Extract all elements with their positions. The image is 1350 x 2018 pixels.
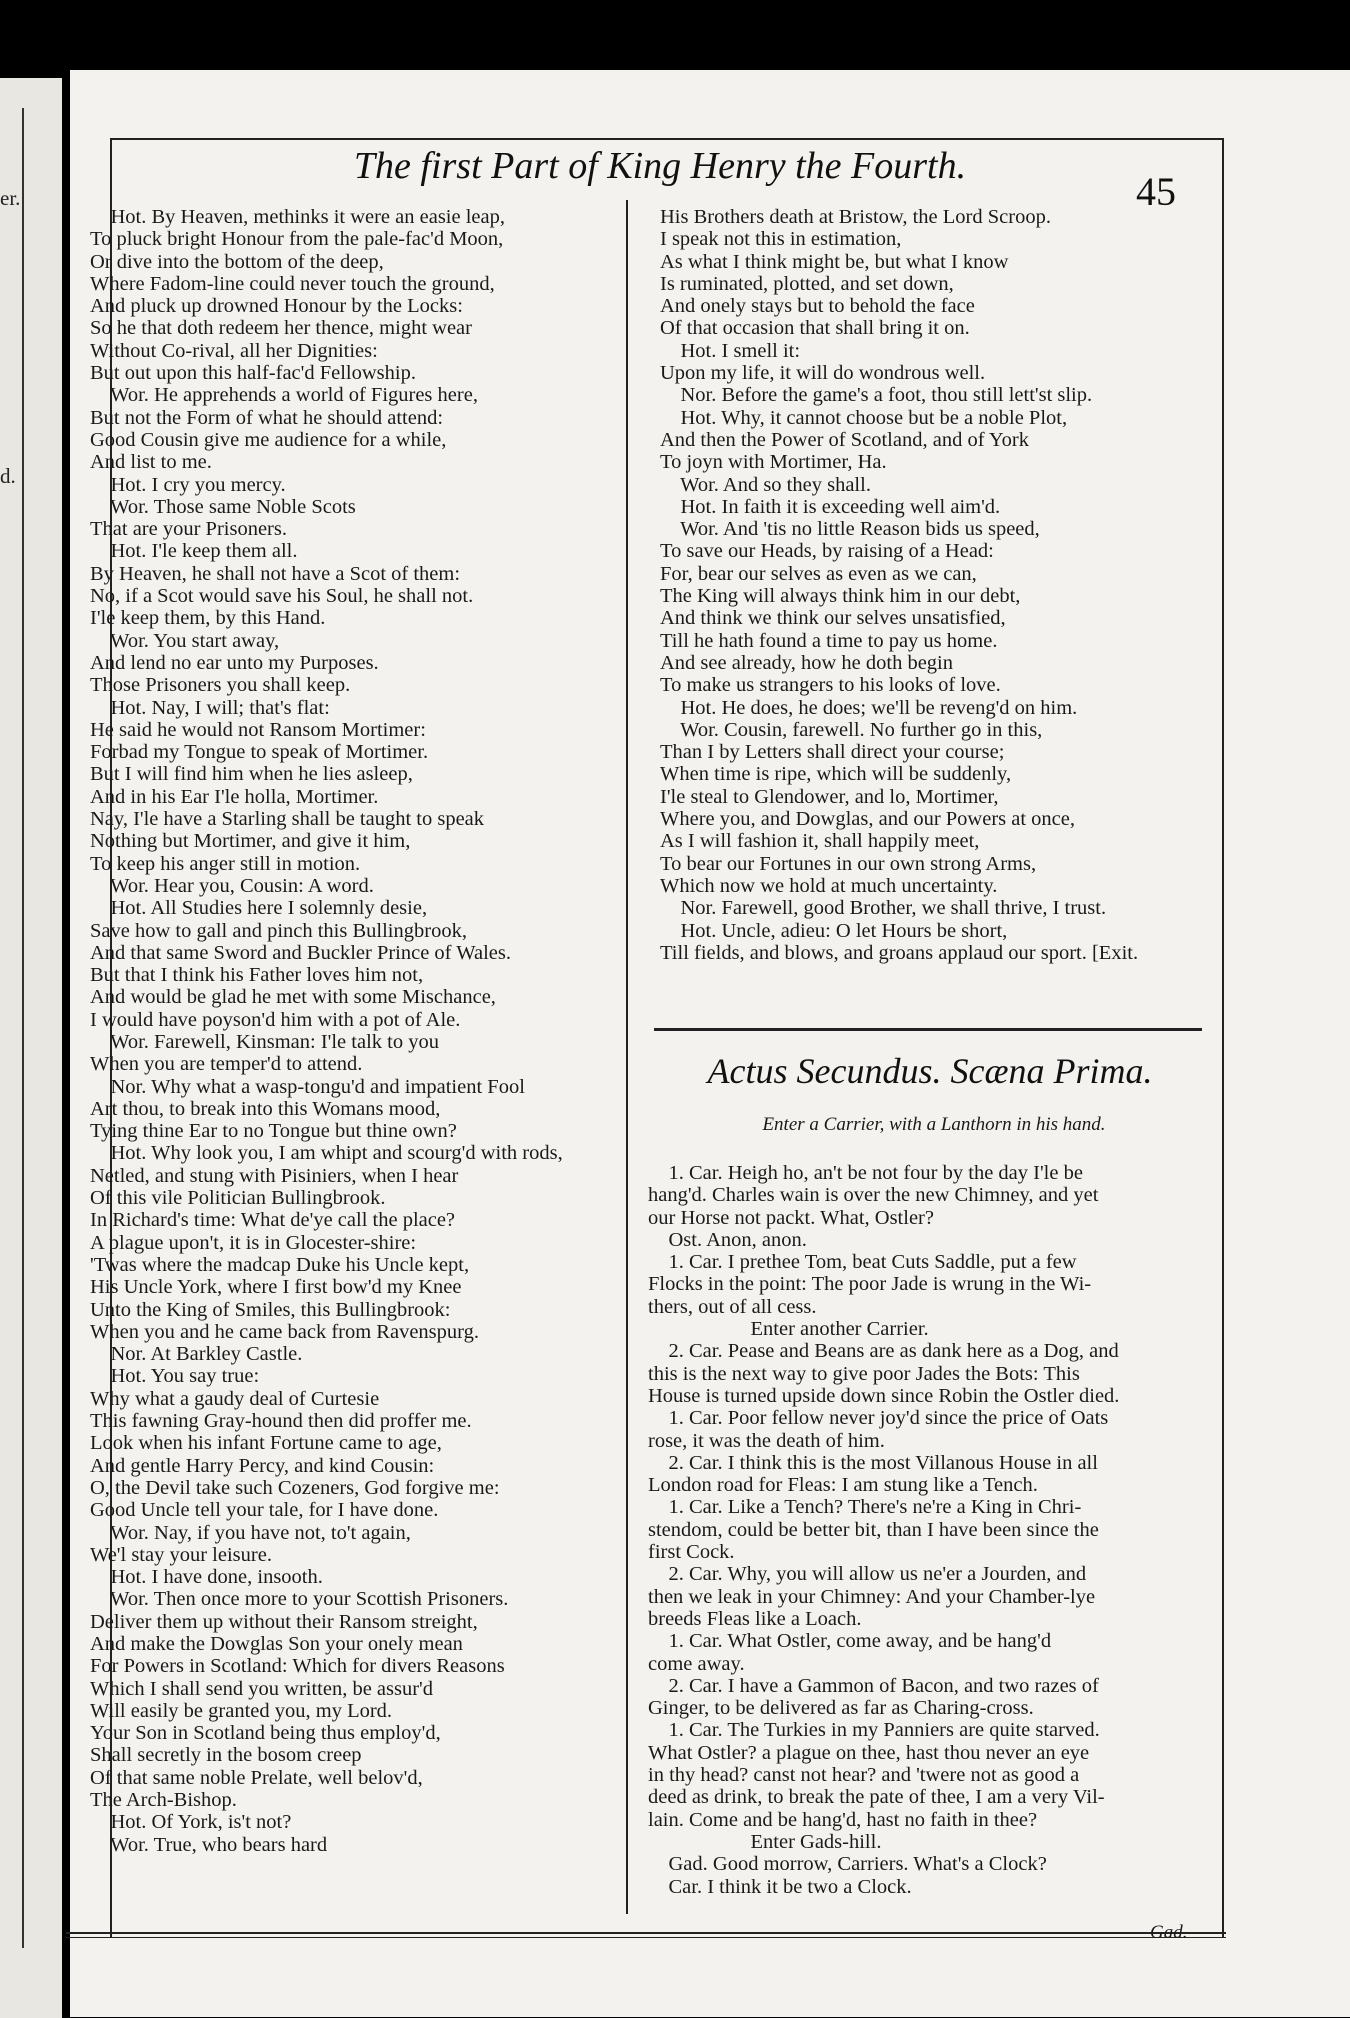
text-line: So he that doth redeem her thence, might wear (90, 317, 472, 340)
text-line: And in his Ear I'le holla, Mortimer. (90, 785, 379, 808)
text-line: Or dive into the bottom of the deep, (90, 250, 384, 273)
text-line: And gentle Harry Percy, and kind Cousin: (90, 1454, 435, 1477)
text-line: As I will fashion it, shall happily meet, (660, 830, 980, 853)
text-line: And that same Sword and Buckler Prince of Wales. (90, 941, 511, 964)
text-line: Car. I think it be two a Clock. (648, 1875, 912, 1898)
text-line: Wor. Hear you, Cousin: A word. (90, 874, 374, 897)
text-line: Wor. And 'tis no little Reason bids us speed, (660, 518, 1040, 541)
text-line: By Heaven, he shall not have a Scot of them: (90, 562, 461, 585)
text-line: Wor. Cousin, farewell. No further go in this, (660, 718, 1043, 741)
text-line: Will easily be granted you, my Lord. (90, 1699, 393, 1722)
text-line: then we leak in your Chimney: And your Chamber-lye (648, 1585, 1096, 1608)
text-line: Nor. At Barkley Castle. (90, 1343, 303, 1366)
text-line: Why what a gaudy deal of Curtesie (90, 1387, 380, 1410)
running-title: The first Part of King Henry the Fourth. (353, 145, 967, 187)
text-line: Gad. Good morrow, Carriers. What's a Clock? (648, 1853, 1047, 1876)
text-line: He said he would not Ransom Mortimer: (90, 718, 426, 741)
text-line: Hot. Of York, is't not? (90, 1811, 292, 1834)
text-line: hang'd. Charles wain is over the new Chimney, and yet (648, 1184, 1099, 1207)
text-line: But out upon this half-fac'd Fellowship. (90, 362, 416, 385)
text-line: Than I by Letters shall direct your course; (660, 741, 1005, 764)
text-line: Till fields, and blows, and groans applaud our sport. [Exit. (660, 941, 1139, 964)
text-line: House is turned upside down since Robin the Ostler died. (648, 1384, 1120, 1407)
text-line: I'le steal to Glendower, and lo, Mortimer, (660, 785, 999, 808)
text-line: Wor. Nay, if you have not, to't again, (90, 1521, 411, 1544)
text-line: 1. Car. What Ostler, come away, and be hang'd (648, 1630, 1052, 1653)
page-number: 45 (1136, 169, 1176, 214)
left-column (90, 206, 615, 1856)
text-line: This fawning Gray-hound then did proffer me. (90, 1410, 472, 1433)
text-line: Without Co-rival, all her Dignities: (90, 339, 378, 362)
text-line: Wor. He apprehends a world of Figures here, (90, 384, 478, 407)
text-line: And make the Dowglas Son your onely mean (90, 1633, 463, 1655)
text-line: Look when his infant Fortune came to age, (90, 1432, 442, 1455)
text-line: 1. Car. Like a Tench? There's ne're a King in Chri- (648, 1496, 1082, 1519)
text-line: And pluck up drowned Honour by the Locks: (90, 295, 463, 318)
text-line: Hot. You say true: (90, 1365, 260, 1388)
text-line: breeds Fleas like a Loach. (648, 1607, 862, 1630)
text-line: Wor. And so they shall. (660, 473, 871, 496)
text-line: Which now we hold at much uncertainty. (660, 874, 998, 897)
text-line: To keep his anger still in motion. (90, 852, 361, 875)
text-line: Nor. Farewell, good Brother, we shall thrive, I trust. (660, 897, 1107, 920)
text-line: The King will always think him in our debt, (660, 585, 1021, 608)
text-line: And onely stays but to behold the face (660, 295, 975, 318)
text-line: And see already, how he doth begin (660, 651, 953, 674)
text-line: Of that same noble Prelate, well belov'd, (90, 1766, 423, 1789)
text-line: Wor. True, who bears hard (90, 1833, 328, 1856)
text-line: A plague upon't, it is in Glocester-shire: (90, 1231, 417, 1254)
text-line: I speak not this in estimation, (660, 228, 902, 251)
text-line: But that I think his Father loves him not, (90, 964, 424, 987)
text-line: Deliver them up without their Ransom streight, (90, 1610, 478, 1633)
text-line: 'Twas where the madcap Duke his Uncle kept, (90, 1253, 470, 1276)
text-line: deed as drink, to break the pate of thee, I am a very Vil- (648, 1786, 1105, 1809)
text-line: rose, it was the death of him. (648, 1429, 885, 1452)
text-line: When time is ripe, which will be suddenly, (660, 763, 1012, 786)
text-line: 2. Car. I have a Gammon of Bacon, and two razes of (648, 1674, 1099, 1697)
text-line: Hot. By Heaven, methinks it were an easie leap, (90, 206, 505, 228)
text-line: Hot. Uncle, adieu: O let Hours be short, (660, 919, 1008, 942)
text-line: Hot. I smell it: (660, 339, 801, 362)
text-line: In Richard's time: What de'ye call the place? (90, 1209, 456, 1232)
text-line: To joyn with Mortimer, Ha. (660, 451, 887, 474)
text-line: Hot. Nay, I will; that's flat: (90, 696, 330, 719)
text-line: The Arch-Bishop. (90, 1789, 237, 1812)
text-line: Hot. Why look you, I am whipt and scourg'd with rods, (90, 1142, 563, 1165)
text-line: For Powers in Scotland: Which for divers Reasons (90, 1655, 505, 1678)
text-line: Ginger, to be delivered as far as Charing-cross. (648, 1697, 1034, 1720)
text-line: our Horse not packt. What, Ostler? (648, 1206, 934, 1229)
text-line: Hot. In faith it is exceeding well aim'd. (660, 495, 1001, 518)
text-line: Hot. I'le keep them all. (90, 540, 298, 563)
frame-rule-right (1222, 138, 1224, 1938)
text-line: Tying thine Ear to no Tongue but thine own? (90, 1120, 457, 1143)
text-line: Upon my life, it will do wondrous well. (660, 362, 986, 385)
text-line: Hot. Why, it cannot choose but be a noble Plot, (660, 406, 1068, 429)
text-line: Wor. Farewell, Kinsman: I'le talk to you (90, 1030, 439, 1053)
text-line: Those Prisoners you shall keep. (90, 674, 351, 697)
column-divider (626, 200, 628, 1914)
text-line: Nor. Before the game's a foot, thou still lett'st slip. (660, 384, 1093, 407)
text-line: Enter Gads-hill. (648, 1830, 882, 1853)
text-line: His Uncle York, where I first bow'd my Knee (90, 1276, 462, 1299)
text-line: And would be glad he met with some Mischance, (90, 986, 496, 1009)
previous-page-edge (0, 78, 62, 2018)
text-line: 2. Car. Pease and Beans are as dank here as a Dog, and (648, 1340, 1119, 1363)
text-line: 1. Car. Poor fellow never joy'd since the price of Oats (648, 1407, 1109, 1430)
right-column (660, 206, 1208, 964)
text-line: Enter another Carrier. (648, 1318, 929, 1341)
text-line: His Brothers death at Bristow, the Lord Scroop. (660, 206, 1051, 228)
text-line: Where you, and Dowglas, and our Powers at once, (660, 808, 1076, 831)
text-line: And lend no ear unto my Purposes. (90, 651, 379, 674)
text-line: Art thou, to break into this Womans mood, (90, 1097, 441, 1120)
text-line: Nay, I'le have a Starling shall be taught to speak (90, 808, 485, 831)
text-line: I would have poyson'd him with a pot of Ale. (90, 1008, 461, 1031)
catchword: Gad. (1150, 1922, 1188, 1943)
text-line: Flocks in the point: The poor Jade is wrung in the Wi- (648, 1273, 1092, 1296)
text-line: Unto the King of Smiles, this Bullingbrook: (90, 1298, 451, 1321)
frame-rule-bottom (66, 1932, 1226, 1934)
text-line: stendom, could be better bit, than I have been since the (648, 1518, 1099, 1541)
text-line: 1. Car. The Turkies in my Panniers are quite starved. (648, 1719, 1100, 1742)
frame-rule-bottom-thin (66, 1937, 1226, 1938)
previous-page-rule (22, 108, 24, 1948)
text-line: Hot. All Studies here I solemnly desie, (90, 897, 428, 920)
text-line: 1. Car. I prethee Tom, beat Cuts Saddle, put a few (648, 1251, 1077, 1274)
text-line: To save our Heads, by raising of a Head: (660, 540, 994, 563)
text-line: 1. Car. Heigh ho, an't be not four by the day I'le be (648, 1162, 1083, 1184)
text-line: And list to me. (90, 451, 212, 474)
text-line: What Ostler? a plague on thee, hast thou never an eye (648, 1741, 1090, 1764)
stage-direction: Enter a Carrier, with a Lanthorn in his hand. (762, 1114, 1106, 1135)
text-line: Nothing but Mortimer, and give it him, (90, 830, 411, 853)
text-line: Wor. Those same Noble Scots (90, 495, 356, 518)
text-line: But I will find him when he lies asleep, (90, 763, 413, 786)
text-line: But not the Form of what he should attend: (90, 406, 444, 429)
text-line: Shall secretly in the bosom creep (90, 1744, 362, 1767)
text-line: 2. Car. I think this is the most Villanous House in all (648, 1451, 1098, 1474)
text-line: When you and he came back from Ravenspurg. (90, 1320, 479, 1343)
text-line: London road for Fleas: I am stung like a Tench. (648, 1474, 1038, 1497)
text-line: come away. (648, 1652, 745, 1675)
text-line: Nor. Why what a wasp-tongu'd and impatient Fool (90, 1075, 525, 1098)
text-line: Hot. He does, he does; we'll be reveng'd on him. (660, 696, 1078, 719)
text-line: No, if a Scot would save his Soul, he shall not. (90, 585, 474, 608)
text-line: Your Son in Scotland being thus employ'd, (90, 1722, 441, 1745)
text-line: Of this vile Politician Bullingbrook. (90, 1187, 386, 1210)
text-line: Wor. Then once more to your Scottish Prisoners. (90, 1588, 509, 1611)
text-line: That are your Prisoners. (90, 518, 287, 541)
text-line: Which I shall send you written, be assur'd (90, 1677, 434, 1700)
text-line: Where Fadom-line could never touch the ground, (90, 272, 495, 295)
text-line: lain. Come and be hang'd, hast no faith in thee? (648, 1808, 1038, 1831)
text-line: Till he hath found a time to pay us home. (660, 629, 998, 652)
text-line: Good Cousin give me audience for a while, (90, 428, 447, 451)
text-line: For, bear our selves as even as we can, (660, 562, 977, 585)
text-line: Wor. You start away, (90, 629, 280, 652)
text-line: Forbad my Tongue to speak of Mortimer. (90, 741, 429, 764)
text-line: Hot. I have done, insooth. (90, 1566, 323, 1589)
text-line: We'l stay your leisure. (90, 1543, 272, 1566)
text-line: O, the Devil take such Cozeners, God forgive me: (90, 1476, 500, 1499)
text-line: in thy head? canst not hear? and 'twere not as good a (648, 1764, 1080, 1787)
text-line: I'le keep them, by this Hand. (90, 607, 326, 630)
text-line: 2. Car. Why, you will allow us ne'er a Jourden, and (648, 1563, 1087, 1586)
act-separator-rule (654, 1028, 1202, 1031)
scene-column (648, 1162, 1208, 1898)
text-line: Is ruminated, plotted, and set down, (660, 272, 954, 295)
text-line: Hot. I cry you mercy. (90, 473, 286, 496)
text-line: To bear our Fortunes in our own strong Arms, (660, 852, 1037, 875)
text-line: Save how to gall and pinch this Bullingbrook, (90, 919, 467, 942)
text-line: Ost. Anon, anon. (648, 1228, 807, 1251)
text-line: To make us strangers to his looks of love. (660, 674, 1001, 697)
previous-page-fragment: d. (0, 464, 16, 488)
text-line: this is the next way to give poor Jades the Bots: This (648, 1362, 1080, 1385)
text-line: Netled, and stung with Pisiniers, when I hear (90, 1164, 459, 1187)
frame-rule-top (112, 138, 1224, 140)
text-line: As what I think might be, but what I know (660, 250, 1009, 273)
text-line: Good Uncle tell your tale, for I have done. (90, 1499, 439, 1522)
text-line: And then the Power of Scotland, and of York (660, 428, 1029, 451)
text-line: When you are temper'd to attend. (90, 1053, 363, 1076)
text-line: And think we think our selves unsatisfied, (660, 607, 1006, 630)
text-line: thers, out of all cess. (648, 1295, 817, 1318)
text-line: Of that occasion that shall bring it on. (660, 317, 970, 340)
act-heading: Actus Secundus. Scæna Prima. (707, 1051, 1153, 1091)
previous-page-fragment: er. (0, 186, 21, 210)
text-line: To pluck bright Honour from the pale-fac'd Moon, (90, 228, 504, 251)
text-line: first Cock. (648, 1541, 735, 1564)
